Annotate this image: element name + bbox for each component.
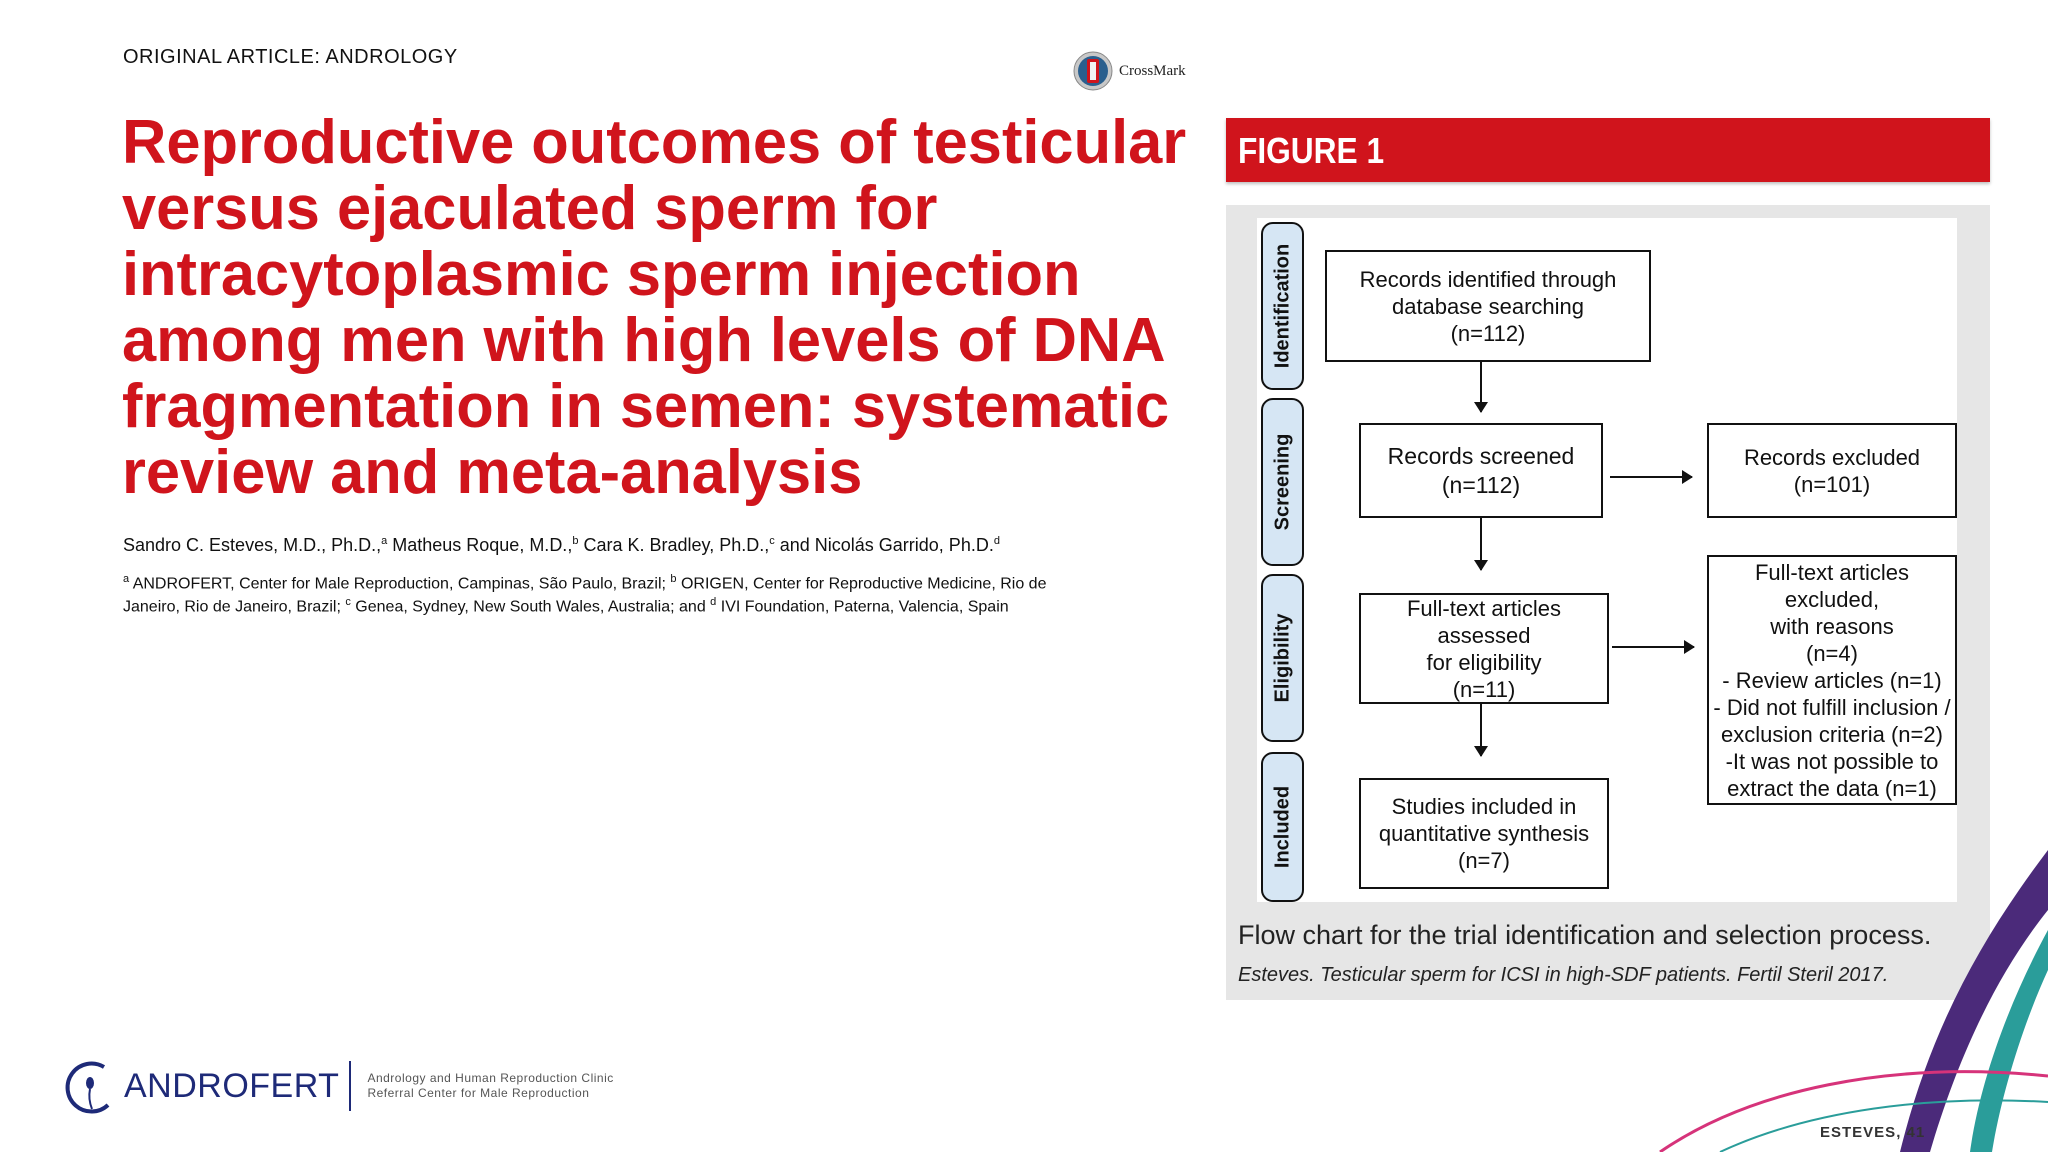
affiliation-text: IVI Foundation, Paterna, Valencia, Spain [720,598,1009,616]
affiliation-sup: d [710,596,717,609]
tagline-line: Referral Center for Male Reproduction [367,1086,590,1100]
crossmark-badge[interactable] [1073,48,1186,94]
stage-identification [1261,222,1304,390]
stage-label: Eligibility [1271,613,1293,703]
affiliation-text: ORIGEN, Center for Reproductive Medicine, Rio de Janeiro, Rio de Janeiro, Brazil; [123,575,1047,616]
androfert-logo[interactable] [64,1056,614,1116]
stage-eligibility [1261,574,1304,742]
page-number: ESTEVES, 41 [1820,1124,1926,1141]
box-records-identified: Records identified through database searching (n=112) [1325,250,1651,362]
arrow-right [1612,646,1694,648]
author-sup: d [993,535,1000,547]
crossmark-icon [1073,51,1113,91]
figure-header-bar [1226,118,1990,182]
stage-included [1261,752,1304,902]
logo-tagline [367,1071,613,1101]
box-records-excluded: Records excluded (n=101) [1707,423,1957,518]
title-line: review and meta-analysis [122,438,863,507]
author-name: and Nicolás Garrido, Ph.D. [779,535,994,555]
title-line: fragmentation in semen: systematic [122,372,1170,441]
arrow-down [1480,362,1482,412]
affiliations [123,570,1093,617]
author-sup: c [769,535,775,547]
stage-label: Identification [1271,243,1293,369]
section-label: ORIGINAL ARTICLE: ANDROLOGY [123,46,458,68]
author-name: Cara K. Bradley, Ph.D., [583,535,770,555]
stage-label: Included [1271,785,1293,869]
title-line: intracytoplasmic sperm injection [122,240,1081,309]
affiliation-sup: b [670,573,677,585]
author-sup: b [572,535,579,547]
figure-label: FIGURE 1 [1238,130,1385,171]
stage-label: Screening [1271,433,1293,531]
box-records-screened: Records screened (n=112) [1359,423,1603,518]
arrow-right [1610,476,1692,478]
logo-divider [349,1061,351,1111]
tagline-line: Andrology and Human Reproduction Clinic [367,1071,614,1085]
affiliation-sup: a [123,573,130,585]
affiliation-text: ANDROFERT, Center for Male Reproduction, Campinas, São Paulo, Brazil; [132,575,666,593]
author-list [123,535,1000,556]
author-name: Matheus Roque, M.D., [392,535,573,555]
title-line: Reproductive outcomes of testicular [122,108,1187,177]
author-name: Sandro C. Esteves, M.D., Ph.D., [123,535,382,555]
affiliation-sup: c [345,596,351,609]
affiliation-text: Genea, Sydney, New South Wales, Australia; and [355,598,706,616]
crossmark-label: CrossMark [1119,62,1186,79]
decorative-swoosh [1600,820,2048,1152]
logo-name: ANDROFERT [124,1066,340,1105]
androfert-mark-icon [64,1057,122,1115]
title-line: versus ejaculated sperm for [122,174,938,243]
figure-citation: Esteves. Testicular sperm for ICSI in high-SDF patients. Fertil Steril 2017. [1238,964,1889,986]
article-title [122,110,1191,506]
box-fulltext-assessed: Full-text articles assessed for eligibility (n=11) [1359,593,1609,704]
author-sup: a [381,535,388,547]
arrow-down [1480,518,1482,570]
box-studies-included: Studies included in quantitative synthesis (n=7) [1359,778,1609,889]
figure-caption: Flow chart for the trial identification and selection process. [1238,920,1932,950]
arrow-down [1480,704,1482,756]
title-line: among men with high levels of DNA [122,306,1166,375]
box-fulltext-excluded: Full-text articles excluded, with reasons (n=4) - Review articles (n=1) - Did not fulfill inclusion / exclusion criteria (n=2) -It was not possible to extract the data (n=1) [1707,555,1957,805]
stage-screening [1261,398,1304,566]
